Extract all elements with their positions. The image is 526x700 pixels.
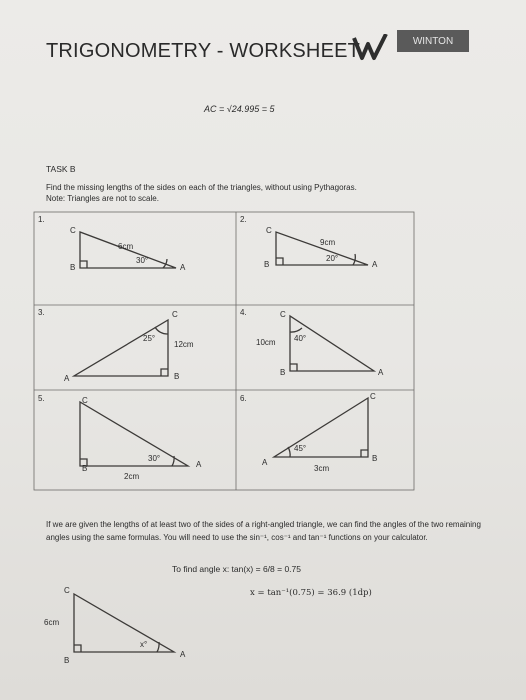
cell-6-label-c: C: [370, 392, 376, 401]
cell-6-label-b: B: [372, 454, 378, 463]
find-angle-line: To find angle x: tan(x) = 6/8 = 0.75: [172, 564, 301, 574]
right-angle-marker-1: [80, 261, 87, 268]
cell-1-label-c: C: [70, 226, 76, 235]
example-angle: x°: [140, 640, 148, 649]
angle-arc-example: [157, 642, 159, 652]
cell-1-angle: 30°: [136, 256, 149, 265]
cell-5-side: 2cm: [124, 472, 140, 481]
cell-4-side: 10cm: [256, 338, 276, 347]
cell-2-label-a: A: [372, 260, 378, 269]
angle-arc-3: [155, 327, 168, 334]
instruction-text: Find the missing lengths of the sides on each of the triangles, without using Pythagoras.: [46, 183, 357, 192]
note-text: Note: Triangles are not to scale.: [46, 194, 159, 203]
cell-4-angle: 40°: [294, 334, 307, 343]
cell-2-number: 2.: [240, 215, 247, 224]
cell-2-angle: 20°: [326, 254, 339, 263]
cell-6-angle: 45°: [294, 444, 307, 453]
cell-3-label-b: B: [174, 372, 180, 381]
cell-3-number: 3.: [38, 308, 45, 317]
cell-5-label-b: B: [82, 464, 88, 473]
result-line: x = tan⁻¹(0.75) = 36.9 (1dp): [250, 588, 372, 598]
cell-5-label-c: C: [82, 396, 88, 405]
task-heading: TASK B: [46, 164, 76, 174]
cell-2-label-c: C: [266, 226, 272, 235]
right-angle-marker-3: [161, 369, 168, 376]
cell-2-label-b: B: [264, 260, 270, 269]
cell-4-label-a: A: [378, 368, 384, 377]
cell-1-side: 6cm: [118, 242, 134, 251]
page-title: TRIGONOMETRY - WORKSHEET: [46, 40, 361, 62]
cell-1-label-b: B: [70, 263, 76, 272]
example-label-c: C: [64, 586, 70, 595]
angle-arc-4: [290, 328, 302, 332]
right-angle-marker-4: [290, 364, 297, 371]
brand-badge: WINTON: [397, 30, 469, 52]
cell-2-side: 9cm: [320, 238, 336, 247]
cell-1-label-a: A: [180, 263, 186, 272]
cell-3-label-c: C: [172, 310, 178, 319]
triangle-4: [290, 316, 374, 371]
grid-frame: [34, 212, 414, 490]
cell-6-number: 6.: [240, 394, 247, 403]
triangle-5: [80, 402, 188, 466]
cell-3-side: 12cm: [174, 340, 194, 349]
example-label-a: A: [180, 650, 186, 659]
cell-5-number: 5.: [38, 394, 45, 403]
handwritten-formula: AC = √24.995 = 5: [204, 104, 275, 114]
example-label-b: B: [64, 656, 70, 665]
cell-4-label-b: B: [280, 368, 286, 377]
cell-1-number: 1.: [38, 215, 45, 224]
cell-5-angle: 30°: [148, 454, 161, 463]
angle-arc-6: [288, 447, 290, 457]
cell-6-label-a: A: [262, 458, 268, 467]
triangle-3: [74, 320, 168, 376]
cell-3-label-a: A: [64, 374, 70, 383]
example-side: 6cm: [44, 618, 60, 627]
cell-5-label-a: A: [196, 460, 202, 469]
explanation-paragraph: If we are given the lengths of at least two of the sides of a right-angled triangle, we can find the angles of the two remaining angles using the same formulas. You will need to use the sin⁻¹, cos⁻¹ and tan⁻¹ functions on your calculator.: [46, 520, 481, 542]
right-angle-marker-6: [361, 450, 368, 457]
cell-6-side: 3cm: [314, 464, 330, 473]
triangle-2: [276, 232, 368, 265]
cell-3-angle: 25°: [143, 334, 156, 343]
cell-4-label-c: C: [280, 310, 286, 319]
right-angle-marker-2: [276, 258, 283, 265]
right-angle-marker-example: [74, 645, 81, 652]
cell-4-number: 4.: [240, 308, 247, 317]
